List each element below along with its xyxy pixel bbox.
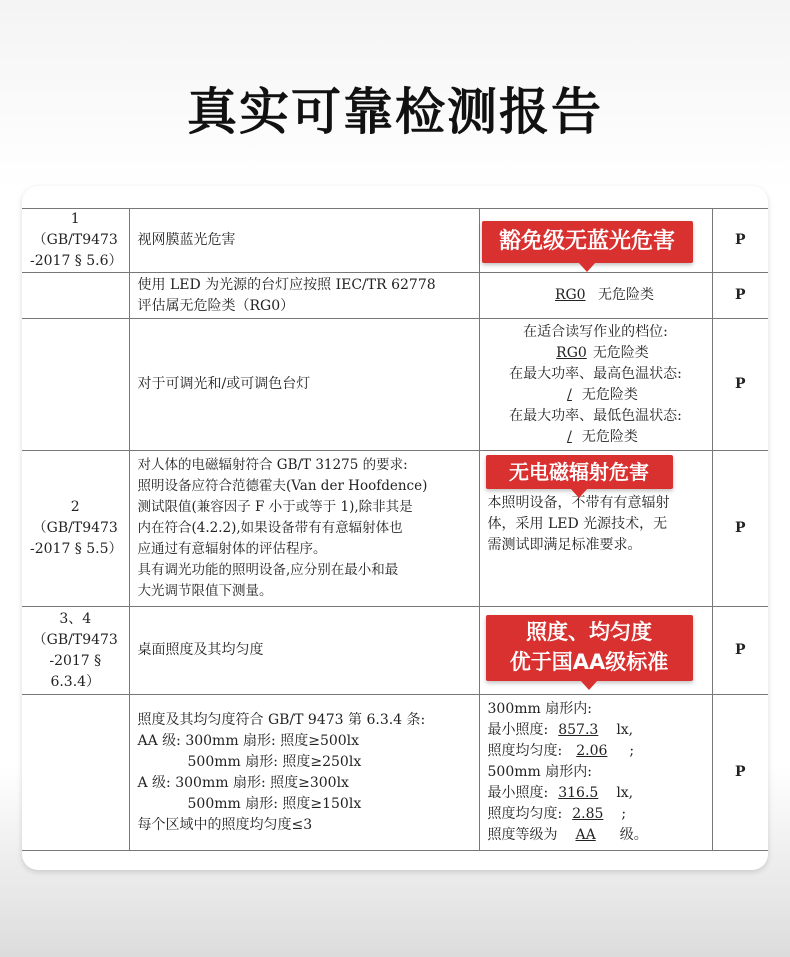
table-row bbox=[22, 607, 768, 695]
requirement-cell: 照度及其均匀度符合 GB/T 9473 第 6.3.4 条: AA 级: 300mm 扇形: 照度≥500lx 500mm 扇形: 照度≥250lx A 级: 300mm 扇形: 照度≥300lx 500mm 扇形: 照度≥150lx 每个区域中的照度均匀度≤3 bbox=[129, 695, 479, 851]
requirement-cell: 桌面照度及其均匀度 bbox=[129, 607, 479, 695]
requirement-cell: 视网膜蓝光危害 bbox=[129, 209, 479, 273]
table-row bbox=[22, 319, 768, 451]
verdict-cell: P bbox=[712, 607, 768, 695]
clause-cell: 2 （GB/T9473 -2017 § 5.5） bbox=[22, 451, 129, 607]
verdict-cell: P bbox=[712, 209, 768, 273]
table-row bbox=[22, 451, 768, 607]
clause-cell bbox=[22, 273, 129, 319]
result-cell: 300mm 扇形内: 最小照度: 857.3 lx, 照度均匀度: 2.06 ; 500mm 扇形内: 最小照度: 316.5 lx, 照度均匀度: 2.85 ; 照度等级为 AA 级。 bbox=[479, 695, 712, 851]
result-cell: 无电磁辐射危害 本照明设备，不带有有意辐射 体，采用 LED 光源技术，无 需测试即满足标准要求。 bbox=[479, 451, 712, 607]
requirement-cell: 对于可调光和/或可调色台灯 bbox=[129, 319, 479, 451]
table-row bbox=[22, 209, 768, 273]
requirement-cell: 对人体的电磁辐射符合 GB/T 31275 的要求: 照明设备应符合范德霍夫(Van der Hoofdence) 测试限值(兼容因子 F 小于或等于 1),除非其是 内在符合(4.2.2),如果设备带有有意辐射体也 应通过有意辐射体的评估程序。 具有调光功能的照明设备,应分别在最小和最 大光调节限值下测量。 bbox=[129, 451, 479, 607]
result-cell: 在适合读写作业的档位: RG0 无危险类 在最大功率、最高色温状态: / 无危险类 在最大功率、最低色温状态: / 无危险类 bbox=[479, 319, 712, 451]
test-report-table bbox=[22, 208, 768, 851]
verdict-cell: P bbox=[712, 451, 768, 607]
clause-cell: 3、4 （GB/T9473 -2017 § 6.3.4） bbox=[22, 607, 129, 695]
result-cell bbox=[479, 607, 712, 695]
result-cell bbox=[479, 209, 712, 273]
clause-cell: 1 （GB/T9473 -2017 § 5.6） bbox=[22, 209, 129, 273]
badge-no-em-radiation: 无电磁辐射危害 bbox=[486, 455, 673, 489]
verdict-cell: P bbox=[712, 319, 768, 451]
requirement-cell: 使用 LED 为光源的台灯应按照 IEC/TR 62778 评估属无危险类（RG0） bbox=[129, 273, 479, 319]
verdict-cell: P bbox=[712, 695, 768, 851]
page-title: 真实可靠检测报告 bbox=[187, 83, 603, 141]
badge-no-blue-light: 豁免级无蓝光危害 bbox=[482, 221, 693, 263]
result-cell: RG0 无危险类 bbox=[479, 273, 712, 319]
badge-illuminance: 照度、均匀度 优于国AA级标准 bbox=[486, 615, 693, 681]
table-row bbox=[22, 273, 768, 319]
clause-cell bbox=[22, 319, 129, 451]
report-card bbox=[22, 186, 768, 870]
table-row bbox=[22, 695, 768, 851]
verdict-cell: P bbox=[712, 273, 768, 319]
clause-cell bbox=[22, 695, 129, 851]
